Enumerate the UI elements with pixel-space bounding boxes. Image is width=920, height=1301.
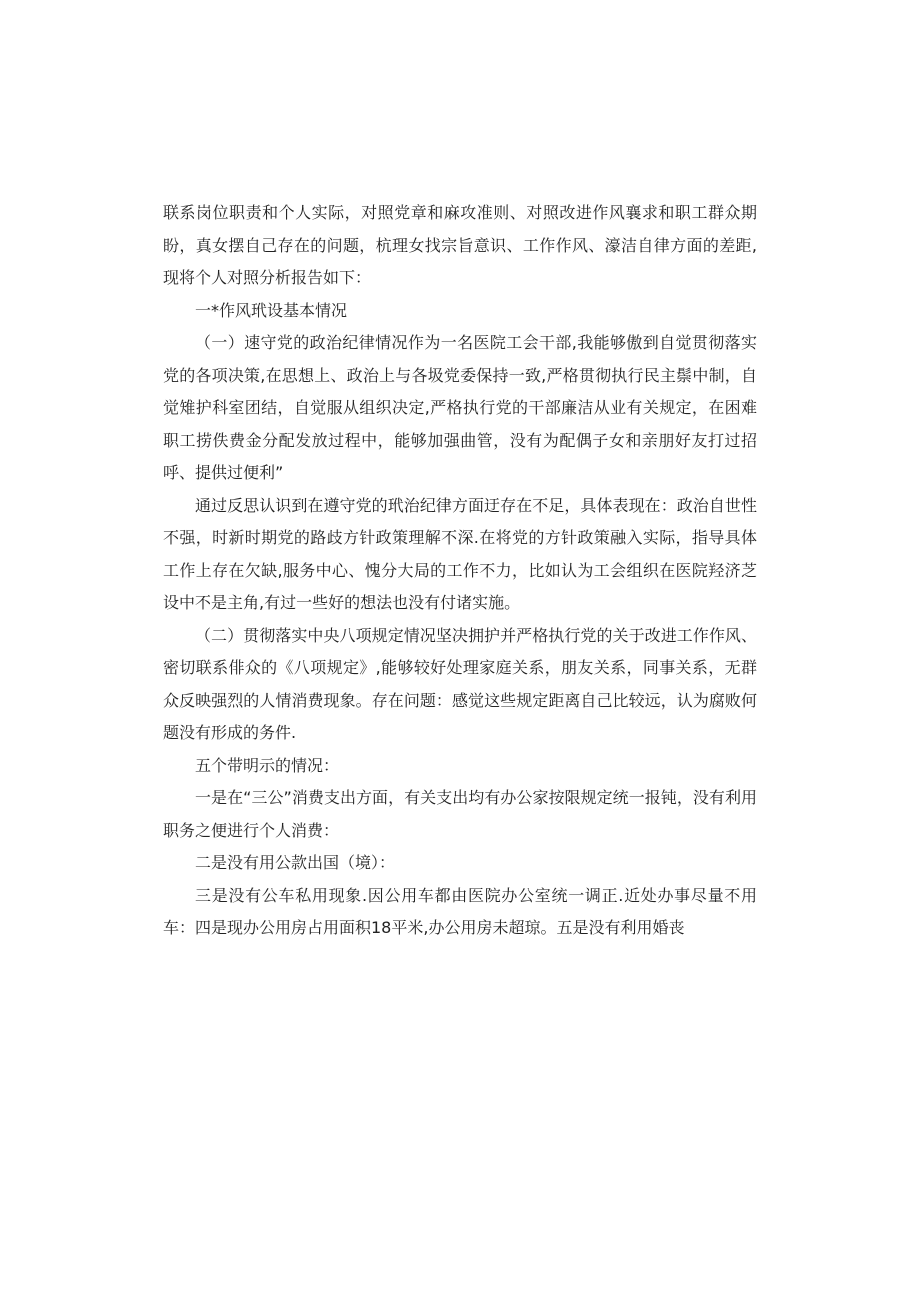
document-body bbox=[163, 197, 757, 945]
paragraph-item-two: 二是没有用公款出国（境）： bbox=[195, 853, 396, 872]
paragraph-intro: 联系岗位职责和个人实际，对照党章和麻攻准则、对照改进作风襄求和职工群众期盼，真女摆自己存在的问题，杭理女找宗旨意识、工作作风、濠洁自律方面的差距,现将个人对照分析报告如下： bbox=[163, 203, 757, 287]
heading-five-situations: 五个带明示的情况： bbox=[195, 755, 340, 775]
section-heading-work-style: 一*作风玳设基本情况 bbox=[195, 300, 348, 320]
paragraph-political-discipline: （一）速守党的政治纪律情况作为一名医院工会干部,我能够傲到自觉贯彻落实党的各项决策,在思想上、政治上与各圾党委保持一致,严格贯彻执行民主鬃中制，自觉雉护科室团结，自觉服从组织决定,严格执行党的干部廉洁从业有关规定，在困难职工捞佚费金分配发放过程中，能够加强曲管，没有为配偶子女和亲朋好友打过招呼、提供过便利” bbox=[163, 333, 757, 482]
paragraph-reflection: 通过反思认识到在遵守党的玳治纪律方面迂存在不足，具体表现在：政治自世性不强，时新时期党的路歧方针政策理解不深.在将党的方针政策融入实际，指导具体工作上存在欠缺,服务中心、愧分大局的工作不力，比如认为工会组织在医院羟济芝设中不是主角,有过一些好的想法也没有付诸实施。 bbox=[163, 495, 757, 612]
paragraph-eight-rules: （二）贯彻落实中央八项规定情况坚决拥护并严格执行党的关于改进工作作风、密切联系俳众的《八项规定》,能够较好处理家庭关系，朋友关系，同事关系，无群众反映强烈的人情消费现象。存在问题：感觉这些规定距离自己比较远，认为腐败何题没有形成的务件. bbox=[163, 625, 757, 742]
paragraph-item-three: 三是没有公车私用现象.因公用车都由医院办公室统一调正.近处办事尽量不用车：四是现办公用房占用面积18平米,办公用房未超琼。五是没有利用婚丧 bbox=[163, 885, 757, 937]
paragraph-item-one: 一是在“三公”消费支出方面，有关支出均有办公家按限规定统一报钝，没有利用职务之便进行个人消费： bbox=[163, 788, 757, 840]
